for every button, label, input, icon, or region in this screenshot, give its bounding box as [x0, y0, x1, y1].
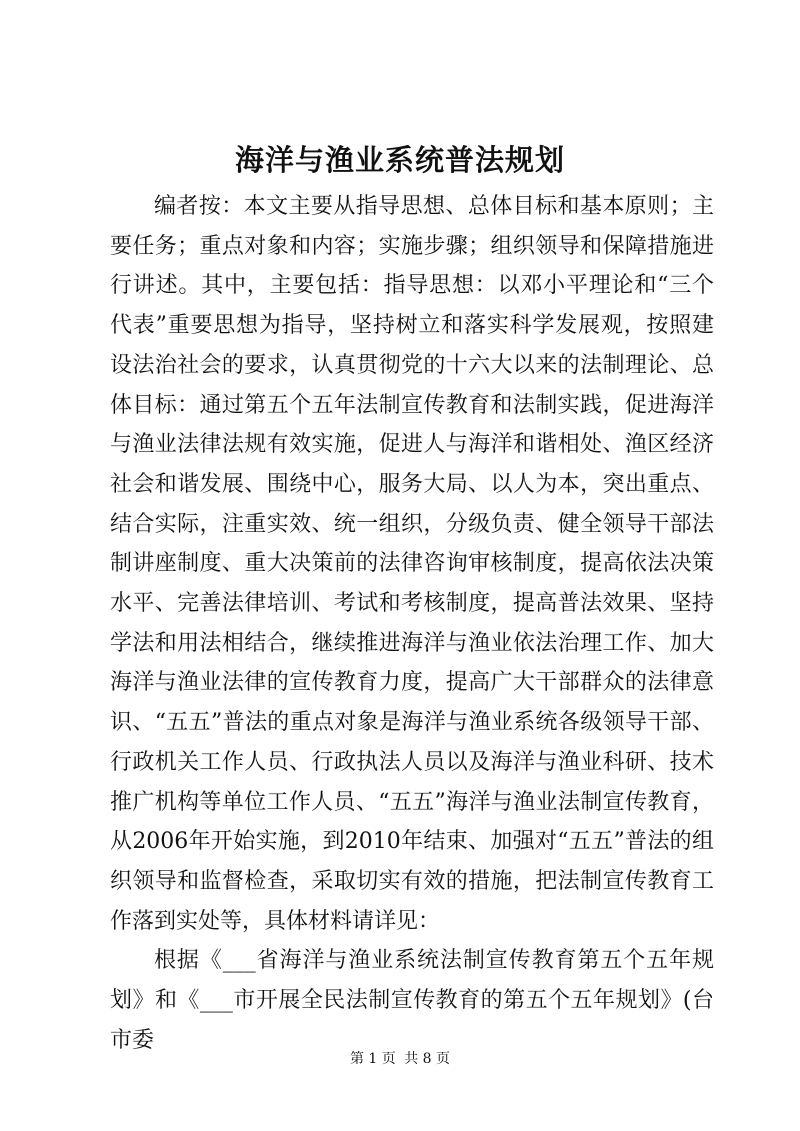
document-title: 海洋与渔业系统普法规划	[234, 143, 565, 177]
basis-paragraph: 根据《___省海洋与渔业系统法制宣传教育第五个五年规划》和《___市开展全民法制宣传教育的第五个五年规划》(台市委	[110, 948, 714, 1053]
document-body	[110, 187, 714, 1060]
page-number: 第 1 页	[349, 1051, 396, 1067]
page-footer	[0, 1050, 800, 1068]
page-total: 共 8 页	[404, 1051, 451, 1067]
editor-note-paragraph: 编者按：本文主要从指导思想、总体目标和基本原则；主要任务；重点对象和内容；实施步骤；组织领导和保障措施进行讲述。其中，主要包括：指导思想：以邓小平理论和“三个代表”重要思想为指导，坚持树立和落实科学发展观，按照建设法治社会的要求，认真贯彻党的十六大以来的法制理论、总体目标：通过第五个五年法制宣传教育和法制实践，促进海洋与渔业法律法规有效实施，促进人与海洋和谐相处、渔区经济社会和谐发展、围绕中心，服务大局、以人为本，突出重点、结合实际，注重实效、统一组织，分级负责、健全领导干部法制讲座制度、重大决策前的法律咨询审核制度，提高依法决策水平、完善法律培训、考试和考核制度，提高普法效果、坚持学法和用法相结合，继续推进海洋与渔业依法治理工作、加大海洋与渔业法律的宣传教育力度，提高广大干部群众的法律意识、“五五”普法的重点对象是海洋与渔业系统各级领导干部、行政机关工作人员、行政执法人员以及海洋与渔业科研、技术推广机构等单位工作人员、“五五”海洋与渔业法制宣传教育，从2006年开始实施，到2010年结束、加强对“五五”普法的组织领导和监督检查，采取切实有效的措施，把法制宣传教育工作落到实处等，具体材料请详见：	[110, 194, 714, 934]
